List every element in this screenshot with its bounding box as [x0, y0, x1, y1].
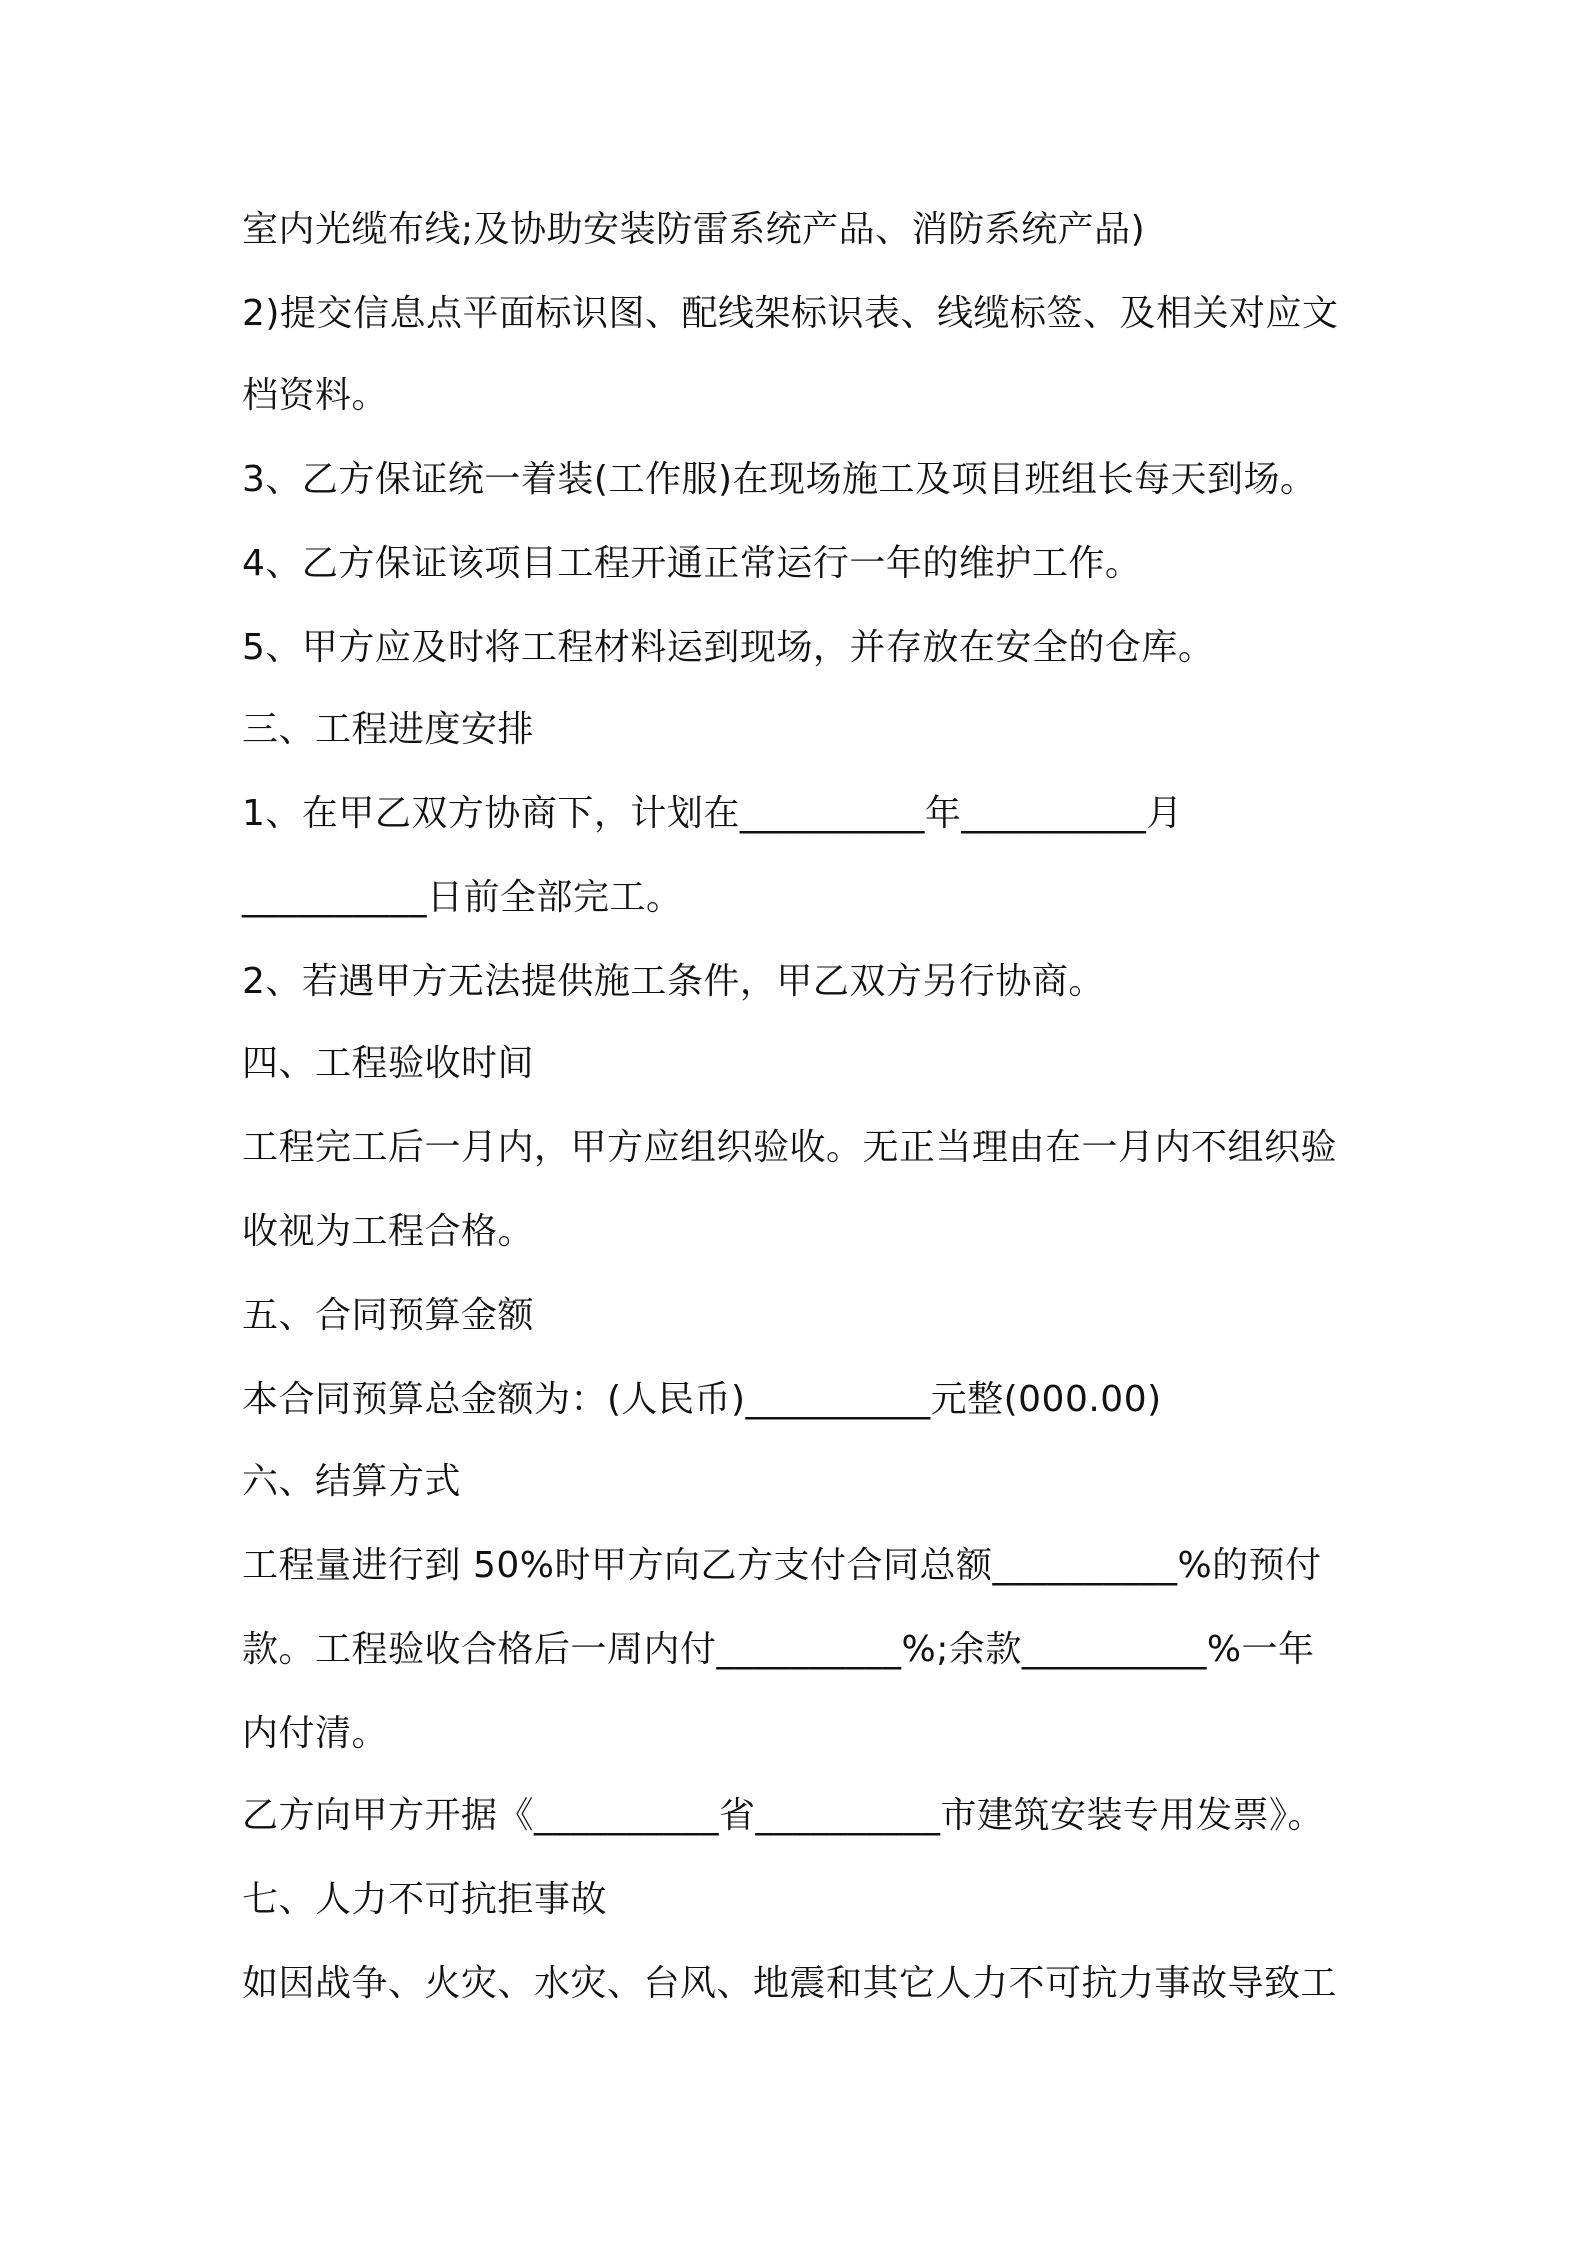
section-heading: 四、工程验收时间	[242, 1043, 535, 1084]
text-line: 工程量进行到 50%时甲方向乙方支付合同总额__________%的预付	[242, 1545, 1322, 1586]
text-line: 工程完工后一月内，甲方应组织验收。无正当理由在一月内不组织验	[242, 1127, 1338, 1168]
text-line: 本合同预算总金额为：(人民币)__________元整(000.00)	[242, 1379, 1162, 1420]
text-line: 档资料。	[242, 375, 389, 416]
text-line: 乙方向甲方开据《__________省__________市建筑安装专用发票》。	[242, 1795, 1325, 1836]
section-heading: 六、结算方式	[242, 1461, 462, 1502]
text-line: 5、甲方应及时将工程材料运到现场，并存放在安全的仓库。	[242, 627, 1215, 668]
text-line: 2、若遇甲方无法提供施工条件，甲乙双方另行协商。	[242, 961, 1105, 1002]
text-line: 如因战争、火灾、水灾、台风、地震和其它人力不可抗力事故导致工	[242, 1963, 1338, 2004]
text-line: 3、乙方保证统一着装(工作服)在现场施工及项目班组长每天到场。	[242, 459, 1317, 500]
text-line: 2)提交信息点平面标识图、配线架标识表、线缆标签、及相关对应文	[242, 293, 1339, 334]
section-heading: 五、合同预算金额	[242, 1295, 535, 1336]
text-line: 室内光缆布线;及协助安装防雷系统产品、消防系统产品)	[242, 209, 1146, 250]
text-line: 款。工程验收合格后一周内付__________%;余款__________%一年	[242, 1629, 1315, 1670]
text-line: __________日前全部完工。	[242, 877, 683, 918]
text-line: 4、乙方保证该项目工程开通正常运行一年的维护工作。	[242, 543, 1142, 584]
section-heading: 七、人力不可抗拒事故	[242, 1879, 608, 1920]
text-line: 内付清。	[242, 1713, 389, 1754]
section-heading: 三、工程进度安排	[242, 709, 535, 750]
text-line: 收视为工程合格。	[242, 1211, 535, 1252]
text-line: 1、在甲乙双方协商下，计划在__________年__________月	[242, 793, 1183, 834]
